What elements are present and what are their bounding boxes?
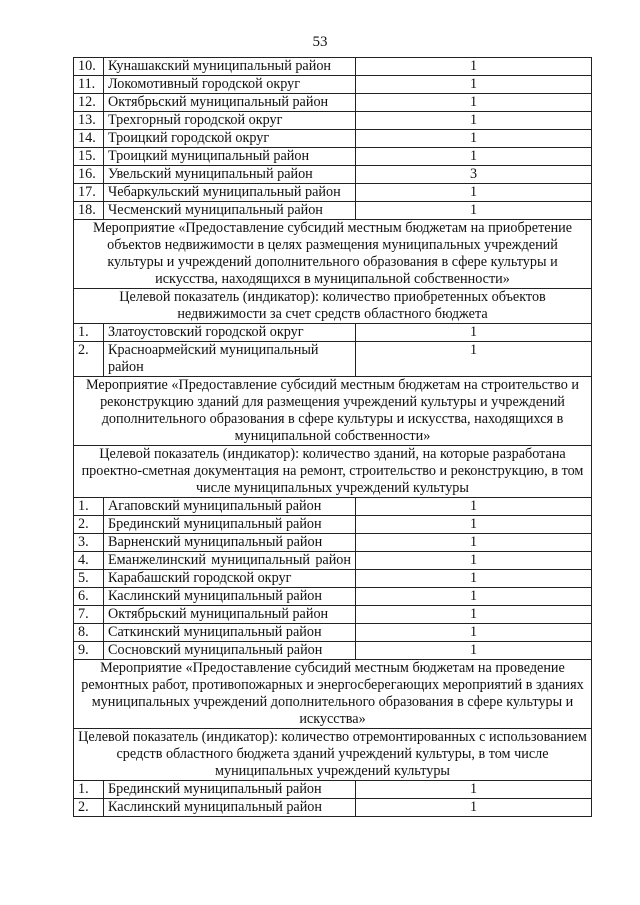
row-value: 1: [356, 624, 592, 642]
municipality-name: Златоустовский городской округ: [104, 324, 356, 342]
table-row: [74, 130, 592, 148]
table-row: [74, 58, 592, 76]
table-row: [74, 642, 592, 660]
municipality-name: Брединский муниципальный район: [104, 781, 356, 799]
municipality-name: Октябрьский муниципальный район: [104, 606, 356, 624]
row-value: 1: [356, 342, 592, 377]
municipality-name: Октябрьский муниципальный район: [104, 94, 356, 112]
row-value: 1: [356, 498, 592, 516]
row-number: 18.: [74, 202, 104, 220]
row-value: 1: [356, 202, 592, 220]
row-value: 1: [356, 324, 592, 342]
table-row: [74, 184, 592, 202]
municipality-name: Варненский муниципальный район: [104, 534, 356, 552]
table-row: [74, 588, 592, 606]
table-row: [74, 516, 592, 534]
table-row: [74, 148, 592, 166]
row-value: 1: [356, 642, 592, 660]
municipality-name: Чесменский муниципальный район: [104, 202, 356, 220]
row-value: 1: [356, 516, 592, 534]
table-row: [74, 202, 592, 220]
municipality-name: Троицкий городской округ: [104, 130, 356, 148]
measure-title: Мероприятие «Предоставление субсидий местным бюджетам на приобретение объектов недвижимости в целях размещения муниципальных учреждений культуры и учреждений дополнительного образования в сфере культуры и искусства, находящихся в муниципальной собственности»: [74, 220, 592, 289]
municipality-name: Брединский муниципальный район: [104, 516, 356, 534]
row-number: 7.: [74, 606, 104, 624]
page-number: 53: [312, 34, 328, 50]
row-value: 1: [356, 148, 592, 166]
table-row: [74, 570, 592, 588]
municipality-name: Красноармейский муниципальный район: [104, 342, 356, 377]
row-number: 13.: [74, 112, 104, 130]
municipality-name: Агаповский муниципальный район: [104, 498, 356, 516]
row-number: 1.: [74, 498, 104, 516]
table-row: [74, 799, 592, 817]
row-number: 12.: [74, 94, 104, 112]
table-row: [74, 324, 592, 342]
municipalities-table: [73, 57, 592, 817]
table-row: [74, 342, 592, 377]
row-value: 1: [356, 799, 592, 817]
row-value: 3: [356, 166, 592, 184]
row-value: 1: [356, 112, 592, 130]
municipality-name: Саткинский муниципальный район: [104, 624, 356, 642]
table-row: [74, 498, 592, 516]
row-number: 17.: [74, 184, 104, 202]
row-value: 1: [356, 552, 592, 570]
indicator-title: Целевой показатель (индикатор): количество приобретенных объектов недвижимости за счет средств областного бюджета: [74, 289, 592, 324]
table-row: [74, 606, 592, 624]
table-row: [74, 112, 592, 130]
indicator-title: Целевой показатель (индикатор): количество отремонтированных с использованием средств областного бюджета зданий учреждений культуры, в том числе муниципальных учреждений культуры: [74, 729, 592, 781]
row-number: 5.: [74, 570, 104, 588]
row-value: 1: [356, 534, 592, 552]
municipality-name: Чебаркульский муниципальный район: [104, 184, 356, 202]
row-number: 3.: [74, 534, 104, 552]
measure-title: Мероприятие «Предоставление субсидий местным бюджетам на строительство и реконструкцию зданий для размещения учреждений культуры и учреждений дополнительного образования в сфере культуры и искусства, находящихся в муниципальной собственности»: [74, 377, 592, 446]
row-value: 1: [356, 781, 592, 799]
row-number: 2.: [74, 799, 104, 817]
row-number: 4.: [74, 552, 104, 570]
table-row: [74, 166, 592, 184]
municipality-name: Трехгорный городской округ: [104, 112, 356, 130]
table-row: [74, 94, 592, 112]
row-value: 1: [356, 58, 592, 76]
table-row: [74, 624, 592, 642]
municipality-name: Кунашакский муниципальный район: [104, 58, 356, 76]
municipality-name: Каслинский муниципальный район: [104, 588, 356, 606]
measure-title: Мероприятие «Предоставление субсидий местным бюджетам на проведение ремонтных работ, противопожарных и энергосберегающих мероприятий в зданиях муниципальных учреждений дополнительного образования в сфере культуры и искусства»: [74, 660, 592, 729]
municipality-name: Увельский муниципальный район: [104, 166, 356, 184]
table-row: [74, 76, 592, 94]
row-number: 15.: [74, 148, 104, 166]
row-number: 10.: [74, 58, 104, 76]
row-number: 8.: [74, 624, 104, 642]
municipality-name: Троицкий муниципальный район: [104, 148, 356, 166]
row-value: 1: [356, 606, 592, 624]
row-number: 1.: [74, 781, 104, 799]
municipality-name: Каслинский муниципальный район: [104, 799, 356, 817]
row-value: 1: [356, 130, 592, 148]
row-value: 1: [356, 588, 592, 606]
row-value: 1: [356, 94, 592, 112]
municipality-name: Карабашский городской округ: [104, 570, 356, 588]
row-number: 1.: [74, 324, 104, 342]
municipality-name: Локомотивный городской округ: [104, 76, 356, 94]
indicator-title: Целевой показатель (индикатор): количество зданий, на которые разработана проектно-сметная документация на ремонт, строительство и реконструкцию, в том числе муниципальных учреждений культуры: [74, 446, 592, 498]
table-row: [74, 781, 592, 799]
municipality-name: Еманжелинский муниципальный район: [104, 552, 356, 570]
row-number: 2.: [74, 516, 104, 534]
row-number: 14.: [74, 130, 104, 148]
row-number: 9.: [74, 642, 104, 660]
row-number: 11.: [74, 76, 104, 94]
row-number: 2.: [74, 342, 104, 377]
row-value: 1: [356, 76, 592, 94]
table-row: [74, 552, 592, 570]
municipality-name: Сосновский муниципальный район: [104, 642, 356, 660]
row-number: 16.: [74, 166, 104, 184]
row-number: 6.: [74, 588, 104, 606]
row-value: 1: [356, 184, 592, 202]
row-value: 1: [356, 570, 592, 588]
table-row: [74, 534, 592, 552]
